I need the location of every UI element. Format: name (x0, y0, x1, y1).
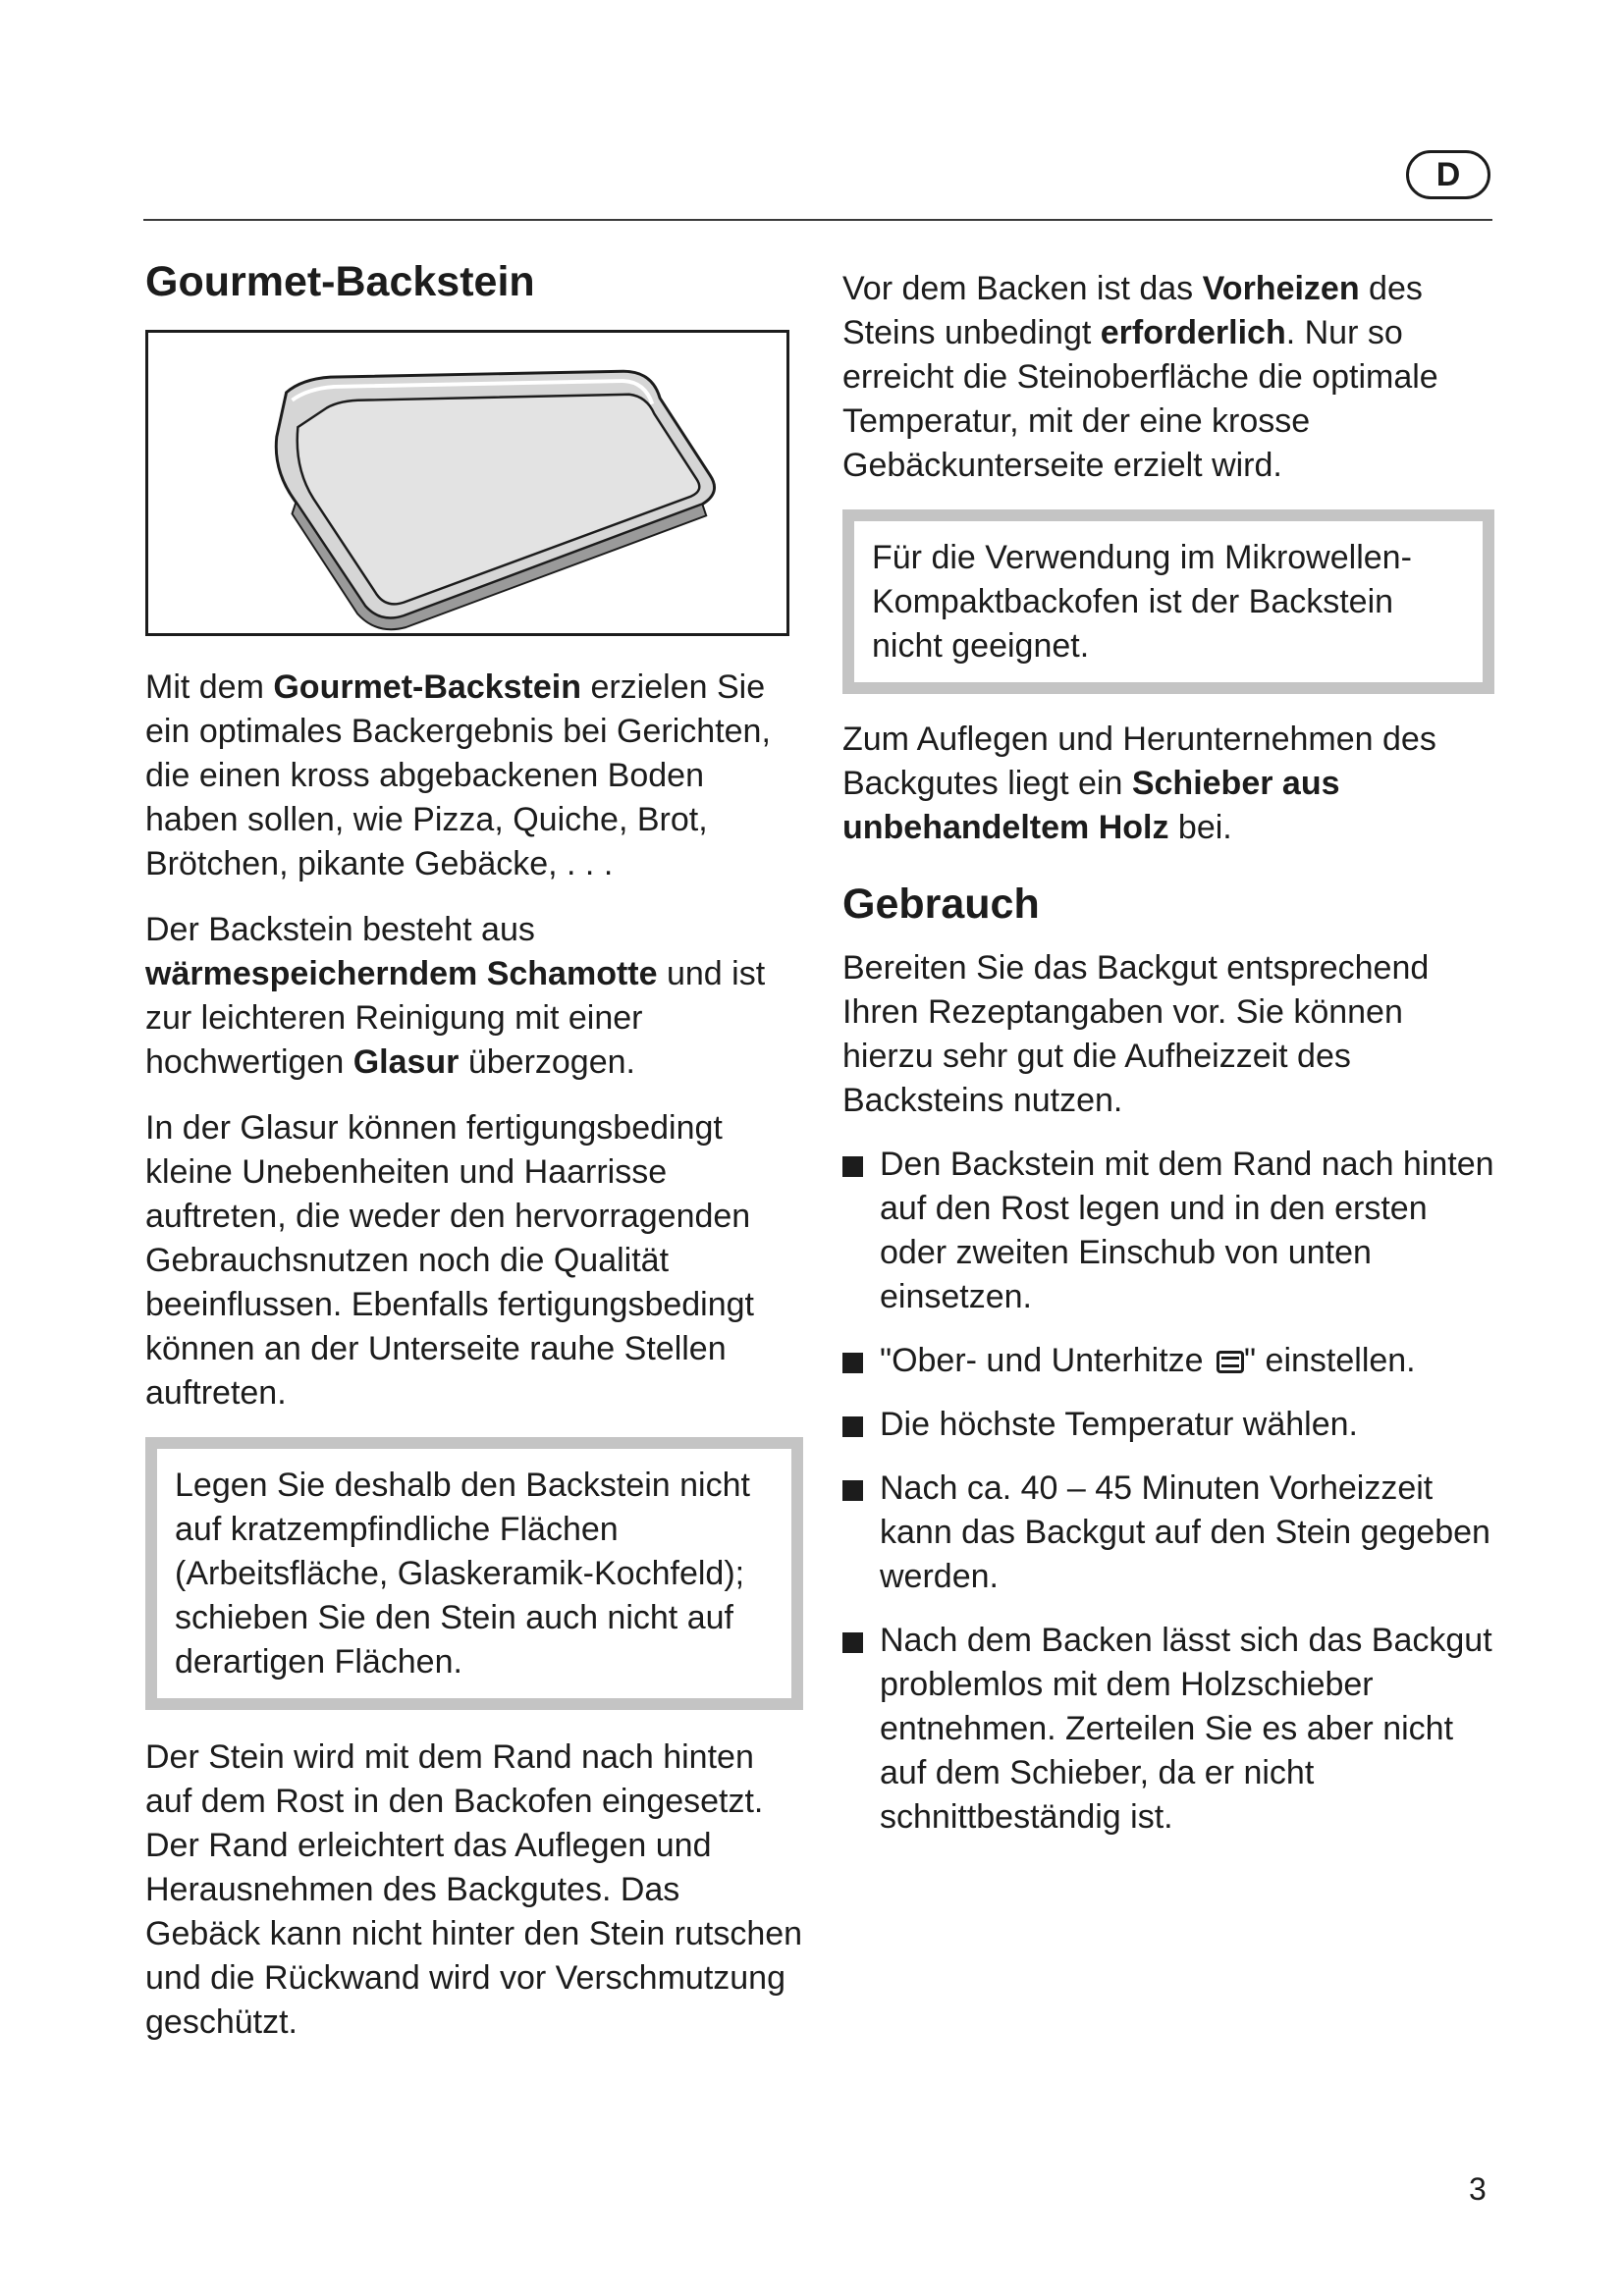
language-badge: D (1406, 150, 1490, 199)
glaze-paragraph: In der Glasur können fertigungsbedingt kleine Unebenheiten und Haarrisse auftreten, die weder den hervorragenden Gebrauchsnutzen noch die Qualität beeinflussen. Ebenfalls fertigungsbedingt können an der Unterseite rauhe Stellen auftreten. (145, 1108, 754, 1412)
placement-paragraph: Der Stein wird mit dem Rand nach hinten auf dem Rost in den Backofen eingesetzt. Der Rand erleichtert das Auflegen und Herausnehmen des Backgutes. Das Gebäck kann nicht hinter den Stein rutschen und die Rückwand wird vor Verschmutzung geschützt. (145, 1737, 803, 2041)
header-divider (143, 219, 1492, 221)
microwave-note-text: Für die Verwendung im Mikrowellen-Kompaktbackofen ist der Backstein nicht geeignet. (872, 539, 1412, 665)
usage-step: Den Backstein mit dem Rand nach hinten auf den Rost legen und in den ersten oder zweiten Einschub von unten einsetzen. (842, 1143, 1494, 1319)
warning-text: Legen Sie deshalb den Backstein nicht auf kratzempfindliche Flächen (Arbeitsfläche, Glaskeramik-Kochfeld); schieben Sie den Stein auch nicht auf derartigen Flächen. (175, 1466, 750, 1681)
bullet-square-icon (842, 1353, 863, 1373)
peel-paragraph: Zum Auflegen und Herunternehmen des Backgutes liegt ein Schieber aus unbehandeltem Holz bei. (842, 721, 1436, 846)
page-number: 3 (1469, 2171, 1487, 2207)
bullet-square-icon (842, 1480, 863, 1501)
usage-step: "Ober- und Unterhitze " einstellen. (842, 1339, 1494, 1383)
usage-step: Nach ca. 40 – 45 Minuten Vorheizzeit kann das Backgut auf den Stein gegeben werden. (842, 1467, 1494, 1599)
intro-paragraph: Mit dem Gourmet-Backstein erzielen Sie ein optimales Backergebnis bei Gerichten, die einen kross abgebackenen Boden haben sollen, wie Pizza, Quiche, Brot, Brötchen, pikante Gebäcke, . . . (145, 667, 771, 882)
section-title-backstein: Gourmet-Backstein (145, 258, 535, 305)
warning-box (145, 1437, 803, 1710)
preheat-paragraph: Vor dem Backen ist das Vorheizen des Steins unbedingt erforderlich. Nur so erreicht die Steinoberfläche die optimale Temperatur, mit der eine krosse Gebäckunterseite erzielt wird. (842, 270, 1438, 484)
usage-steps-list (842, 1143, 1494, 1840)
bullet-square-icon (842, 1156, 863, 1177)
left-column (145, 257, 803, 2045)
material-paragraph: Der Backstein besteht aus wärmespeicherndem Schamotte und ist zur leichteren Reinigung mit einer hochwertigen Glasur überzogen. (145, 910, 766, 1081)
usage-intro-paragraph: Bereiten Sie das Backgut entsprechend Ihren Rezeptangaben vor. Sie können hierzu sehr gut die Aufheizzeit des Backsteins nutzen. (842, 948, 1430, 1119)
bullet-square-icon (842, 1632, 863, 1653)
top-bottom-heat-icon (1217, 1351, 1244, 1373)
usage-step: Die höchste Temperatur wählen. (842, 1403, 1494, 1447)
baking-stone-illustration (145, 330, 789, 636)
right-column (842, 257, 1494, 1840)
usage-step: Nach dem Backen lässt sich das Backgut problemlos mit dem Holzschieber entnehmen. Zerteilen Sie es aber nicht auf dem Schieber, da er nicht schnittbeständig ist. (842, 1619, 1494, 1840)
baking-stone-drawing (148, 333, 786, 633)
section-title-gebrauch: Gebrauch (842, 881, 1040, 928)
microwave-note-box (842, 509, 1494, 694)
bullet-square-icon (842, 1416, 863, 1437)
